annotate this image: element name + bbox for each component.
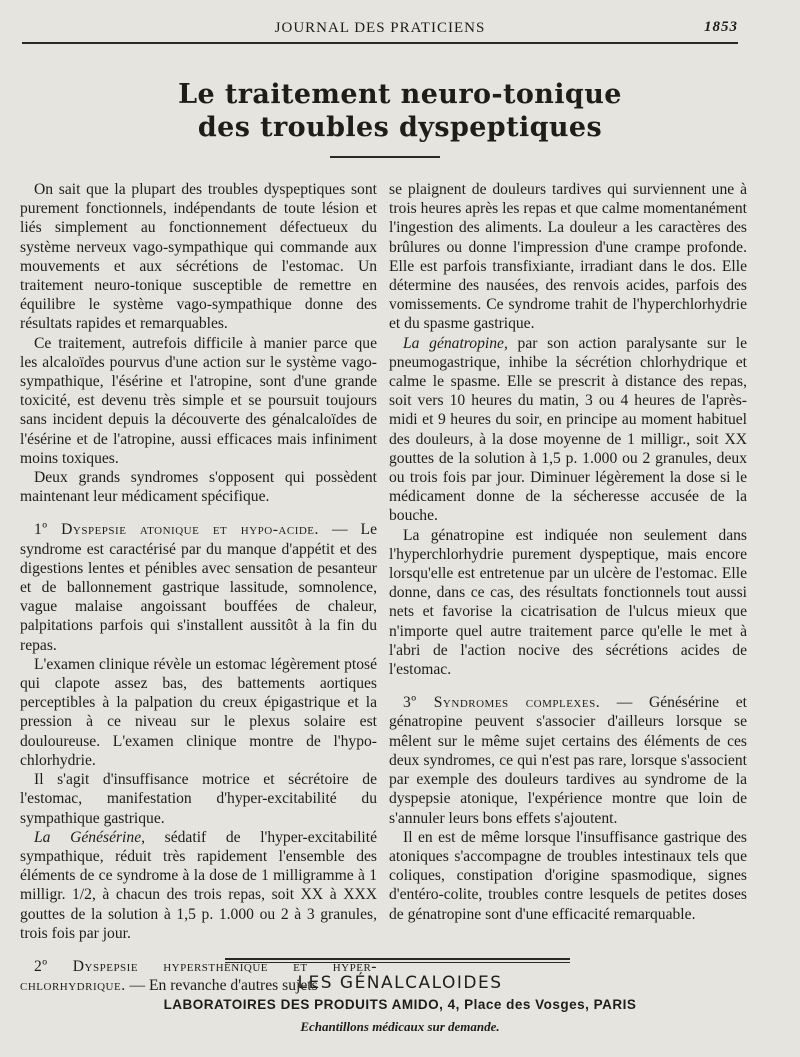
intro-paragraph: On sait que la plupart des troubles dyspeptiques sont purement fonctionnels, indépendants de toute lésion et liés simplement au fonctionnement défectueux du système nerveux vago-sympathique qui commande aux mouvements et aux sécrétions de l'estomac. Un traitement neuro-tonique susceptible de remettre en équilibre le système vago-sympathique donne des résultats rapides et remarquables. bbox=[20, 181, 377, 333]
header-rule bbox=[22, 42, 738, 44]
journal-name: JOURNAL DES PRATICIENS bbox=[274, 20, 486, 36]
treatment-paragraph: Ce traitement, autrefois difficile à manier parce que les alcaloïdes pourvus d'une action sur le système vago-sympathique, l'ésérine et l'atropine, sont d'une grande toxicité, est devenu très simple et se poursuit toujours sans incident depuis la découverte des génalcaloïdes de l'ésérine et de l'atropine, aussi efficaces mais infiniment moins toxiques. bbox=[20, 334, 377, 467]
section-2-heading: 2º Dyspepsie hypersthénique et hyper-chlorhydrique. bbox=[20, 957, 377, 995]
page-number: 1853 bbox=[704, 19, 738, 35]
pain-paragraph: se plaignent de douleurs tardives qui surviennent une à trois heures après les repas et que calme momentanément l'ingestion des aliments. La douleur a les caractères des brûlures ou donne l'impression d'une crampe profonde. Elle est parfois transfixiante, irradiant dans le dos. Elle détermine des nausées, des renvois acides, parfois des vomissements. Ce syndrome trahit de l'hyperchlorhydrie et du spasme gastrique. bbox=[389, 181, 747, 333]
genatropine-text: par son action paralysante sur le pneumogastrique, inhibe la sécrétion chlorhydrique et calme le spasme. Elle se prescrit à distance des repas, soit vers 10 heures du matin, 3 ou 4 heures de l'après-midi et 9 heures du soir, en principe au moment habituel des douleurs, à la dose moyenne de 1 milligr., soit XX gouttes de la solution à 1,5 p. 1.000 ou 2 granules, deux ou trois fois par jour. Diminuer légèrement la dose si le médicament donne de la sécheresse accusée de la bouche. bbox=[389, 334, 747, 525]
section-3-text: — Génésérine et génatropine peuvent s'associer d'ailleurs lorsque se mêlent sur le même sujet certains des éléments de ces deux syndromes, ce qui n'est pas rare, lorsque s'associent par exemple des douleurs tardives au syndrome de la dyspepsie atonique, l'expérience montre que loin de s'annuler leurs bons effets s'ajoutent. bbox=[389, 694, 747, 827]
footer-rule-thick bbox=[225, 958, 570, 960]
right-column bbox=[389, 180, 747, 924]
footer-laboratory: LABORATOIRES DES PRODUITS AMIDO, 4, Place des Vosges, PARIS bbox=[163, 997, 637, 1012]
section-3-paragraph bbox=[389, 693, 747, 827]
geneserine-paragraph bbox=[20, 828, 377, 943]
article-title-line-2: des troubles dyspeptiques bbox=[197, 112, 603, 143]
genatropine-name: La génatropine, bbox=[403, 334, 508, 352]
footer-brand: LES GÉNALCALOIDES bbox=[297, 973, 503, 993]
left-column bbox=[20, 180, 377, 995]
title-rule bbox=[330, 156, 440, 158]
insufficiency-paragraph: Il s'agit d'insuffisance motrice et sécrétoire de l'estomac, manifestation d'hyper-excitabilité du sympathique gastrique. bbox=[20, 771, 377, 827]
section-1-heading: 1º Dyspepsie atonique et hypo-acide. bbox=[34, 521, 319, 539]
intestinal-paragraph: Il en est de même lorsque l'insuffisance gastrique des atoniques s'accompagne de troubles intestinaux tels que coliques, constipation d'origine spasmodique, signes d'entéro-colite, troubles contre lesquels de petites doses de génatropine sont d'une efficacité remarquable. bbox=[389, 828, 747, 923]
syndromes-paragraph: Deux grands syndromes s'opposent qui possèdent maintenant leur médicament spécifique. bbox=[20, 469, 377, 506]
section-1-paragraph bbox=[20, 520, 377, 654]
section-2-text: — En revanche d'autres sujets bbox=[125, 977, 318, 995]
footer-samples-note: Echantillons médicaux sur demande. bbox=[300, 1019, 500, 1034]
section-3-heading: 3º Syndromes complexes. bbox=[403, 694, 601, 712]
clinical-exam-paragraph: L'examen clinique révèle un estomac légèrement ptosé qui clapote assez bas, des battements aortiques perceptibles à la palpation du creux épigastrique et la pression à ce niveau sur le plexus solaire est douloureuse. L'examen clinique montre de l'hypo-chlorhydrie. bbox=[20, 655, 377, 769]
genatropine-paragraph bbox=[389, 334, 747, 526]
article-title bbox=[0, 78, 800, 144]
geneserine-name: La Génésérine, bbox=[34, 828, 146, 846]
ulcer-paragraph: La génatropine est indiquée non seulement dans l'hyperchlorhydrie purement dyspeptique, mais encore lorsqu'elle est entretenue par un ulcère de l'estomac. Elle donne, dans ce cas, des résultats fonctionnels tout aussi nets et favorise la cicatrisation de l'ulcus mieux que n'importe quel autre traitement parce qu'elle le met à l'abri de l'action nocive des sécrétions acides de l'estomac. bbox=[389, 526, 747, 679]
footer-rule-thin bbox=[225, 962, 570, 963]
page-header bbox=[22, 14, 738, 44]
geneserine-text: sédatif de l'hyper-excitabilité sympathique, réduit très rapidement l'ensemble des éléments de ce syndrome à la dose de 1 milligramme à 1 milligr. 1/2, à chacun des trois repas, soit XX à XXX gouttes de la solution à 1,5 p. 1.000 ou 2 à 3 granules, trois fois par jour. bbox=[20, 828, 377, 942]
section-1-text: — Le syndrome est caractérisé par du manque d'appétit et des digestions lentes et pénibles avec sensation de pesanteur et de ballonnement gastrique lassitude, somnolence, vague malaise angoissant bouffées de chaleur, palpitations parfois qui s'installent aussitôt à la fin du repas. bbox=[20, 521, 377, 654]
article-title-line-1: Le traitement neuro-tonique bbox=[178, 79, 622, 110]
